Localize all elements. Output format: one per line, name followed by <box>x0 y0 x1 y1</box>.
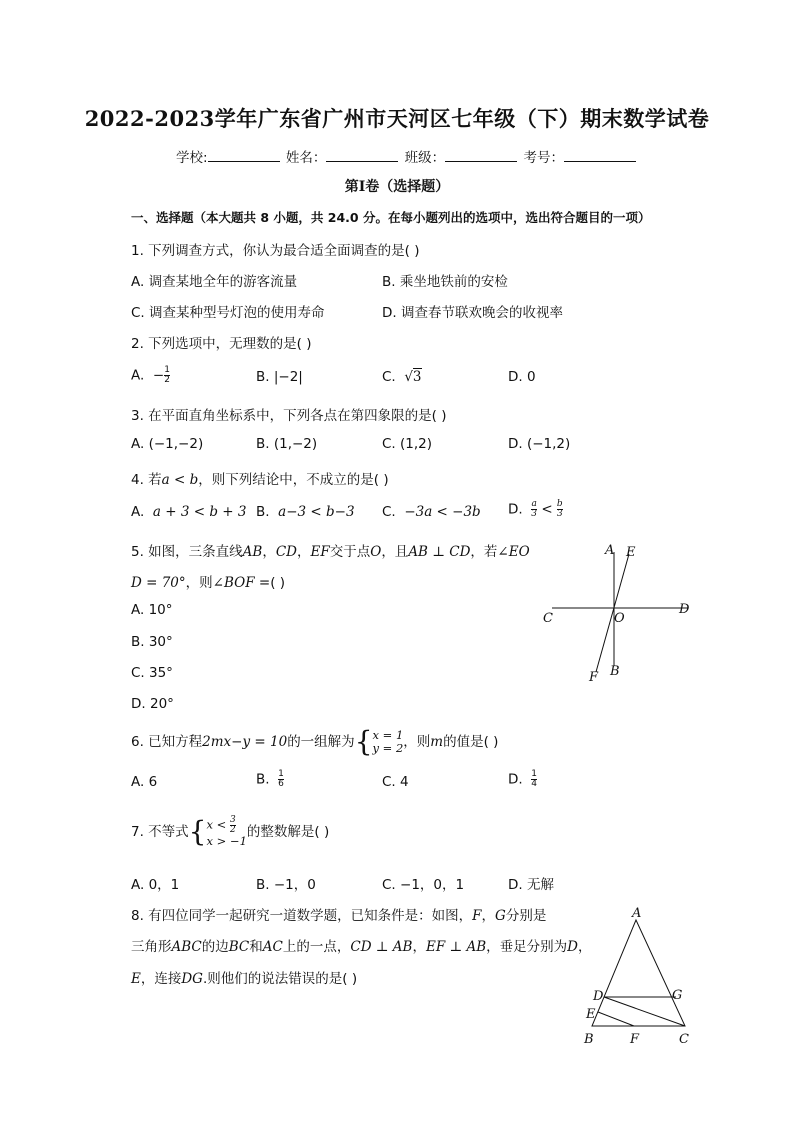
q8-stem-line1: 8. 有四位同学一起研究一道数学题，已知条件是：如图，F，G分别是 <box>131 908 547 924</box>
q5-option-b: B. 30° <box>131 634 173 650</box>
q5-option-d: D. 20° <box>131 696 174 712</box>
q6-stem: 6. 已知方程2mx−y = 10的一组解为{ x = 1 y = 2 ，则m的值是( ) <box>131 725 499 758</box>
q1-option-d: D. 调查春节联欢晚会的收视率 <box>382 305 563 321</box>
q3-option-d: D. (−1,2) <box>508 436 571 452</box>
q8-figure <box>578 900 703 1050</box>
fig5-label-e: E <box>626 545 636 560</box>
fig8-label-a: A <box>632 906 642 921</box>
q4-option-b: B. a−3 < b−3 <box>256 504 355 520</box>
q7-option-c: C. −1，0，1 <box>382 877 465 893</box>
q1-option-a: A. 调查某地全年的游客流量 <box>131 274 298 290</box>
q4-option-a: A. a + 3 < b + 3 <box>131 504 247 520</box>
q5-option-a: A. 10° <box>131 602 173 618</box>
fig5-label-d: D <box>679 602 690 617</box>
q7-option-a: A. 0，1 <box>131 877 180 893</box>
q4-option-c: C. −3a < −3b <box>382 504 481 520</box>
class-blank <box>445 149 517 162</box>
q7-option-b: B. −1，0 <box>256 877 316 893</box>
fig8-label-d: D <box>593 989 604 1004</box>
q5-option-c: C. 35° <box>131 665 173 681</box>
q2-option-c: C. √3 <box>382 369 422 385</box>
exam-no-label: 考号： <box>523 150 564 166</box>
q8-stem-line2: 三角形ABC的边BC和AC上的一点，CD ⊥ AB，EF ⊥ AB，垂足分别为D， <box>131 939 592 955</box>
q6-option-b: B. $\frac{1}{6}$ <box>256 769 284 789</box>
q2-option-a: A. − $\frac{1}{2}$ <box>131 365 170 385</box>
q1-stem: 1. 下列调查方式，你认为最合适全面调查的是( ) <box>131 243 420 259</box>
segment-ef <box>598 1012 634 1026</box>
q8-stem-line3: E，连接DG.则他们的说法错误的是( ) <box>131 971 358 987</box>
q5-stem-line2: D = 70°，则∠BOF =( ) <box>131 575 286 591</box>
fig5-label-c: C <box>543 611 553 626</box>
exam-title: 2022-2023学年广东省广州市天河区七年级（下）期末数学试卷 <box>84 106 710 131</box>
exam-no-blank <box>564 149 636 162</box>
part-title: 第I卷（选择题） <box>344 179 450 195</box>
q6-option-a: A. 6 <box>131 774 158 790</box>
q3-option-c: C. (1,2) <box>382 436 433 452</box>
q2-option-b: B. |−2| <box>256 369 303 385</box>
q2-stem: 2. 下列选项中，无理数的是( ) <box>131 336 312 352</box>
fig8-label-g: G <box>672 988 683 1003</box>
section-heading: 一、选择题（本大题共 8 小题，共 24.0 分。在每小题列出的选项中，选出符合题目的一项） <box>131 210 651 225</box>
school-label: 学校: <box>176 150 208 166</box>
fig5-label-o: O <box>614 611 625 626</box>
q3-option-b: B. (1,−2) <box>256 436 318 452</box>
q4-option-d: D. $\frac{a}{3}$ < $\frac{b}{3}$ <box>508 499 563 519</box>
name-blank <box>326 149 398 162</box>
student-info-row <box>176 146 638 166</box>
class-label: 班级： <box>404 150 446 166</box>
q4-stem: 4. 若a < b，则下列结论中，不成立的是( ) <box>131 472 389 488</box>
fig8-label-e: E <box>586 1007 596 1022</box>
q1-option-b: B. 乘坐地铁前的安检 <box>382 274 508 290</box>
q5-stem-line1: 5. 如图，三条直线AB，CD，EF交于点O，且AB ⊥ CD，若∠EO <box>131 544 530 560</box>
fig8-label-b: B <box>584 1032 594 1047</box>
q2-option-d: D. 0 <box>508 369 536 385</box>
q3-option-a: A. (−1,−2) <box>131 436 204 452</box>
q6-option-c: C. 4 <box>382 774 409 790</box>
name-label: 姓名： <box>285 150 327 166</box>
q7-stem: 7. 不等式{ x < $\frac{3}{2}$ x > −1 的整数解是( ) <box>131 815 330 848</box>
q3-stem: 3. 在平面直角坐标系中，下列各点在第四象限的是( ) <box>131 408 447 424</box>
triangle-abc <box>592 920 685 1026</box>
fig5-label-b: B <box>610 664 620 679</box>
fig8-label-c: C <box>679 1032 689 1047</box>
fig8-label-f: F <box>630 1032 640 1047</box>
fig5-label-f: F <box>589 670 599 685</box>
fig5-label-a: A <box>605 543 615 558</box>
q5-figure <box>530 538 700 688</box>
school-blank <box>208 149 280 162</box>
q7-option-d: D. 无解 <box>508 877 554 893</box>
q6-option-d: D. $\frac{1}{4}$ <box>508 769 538 789</box>
q1-option-c: C. 调查某种型号灯泡的使用寿命 <box>131 305 325 321</box>
